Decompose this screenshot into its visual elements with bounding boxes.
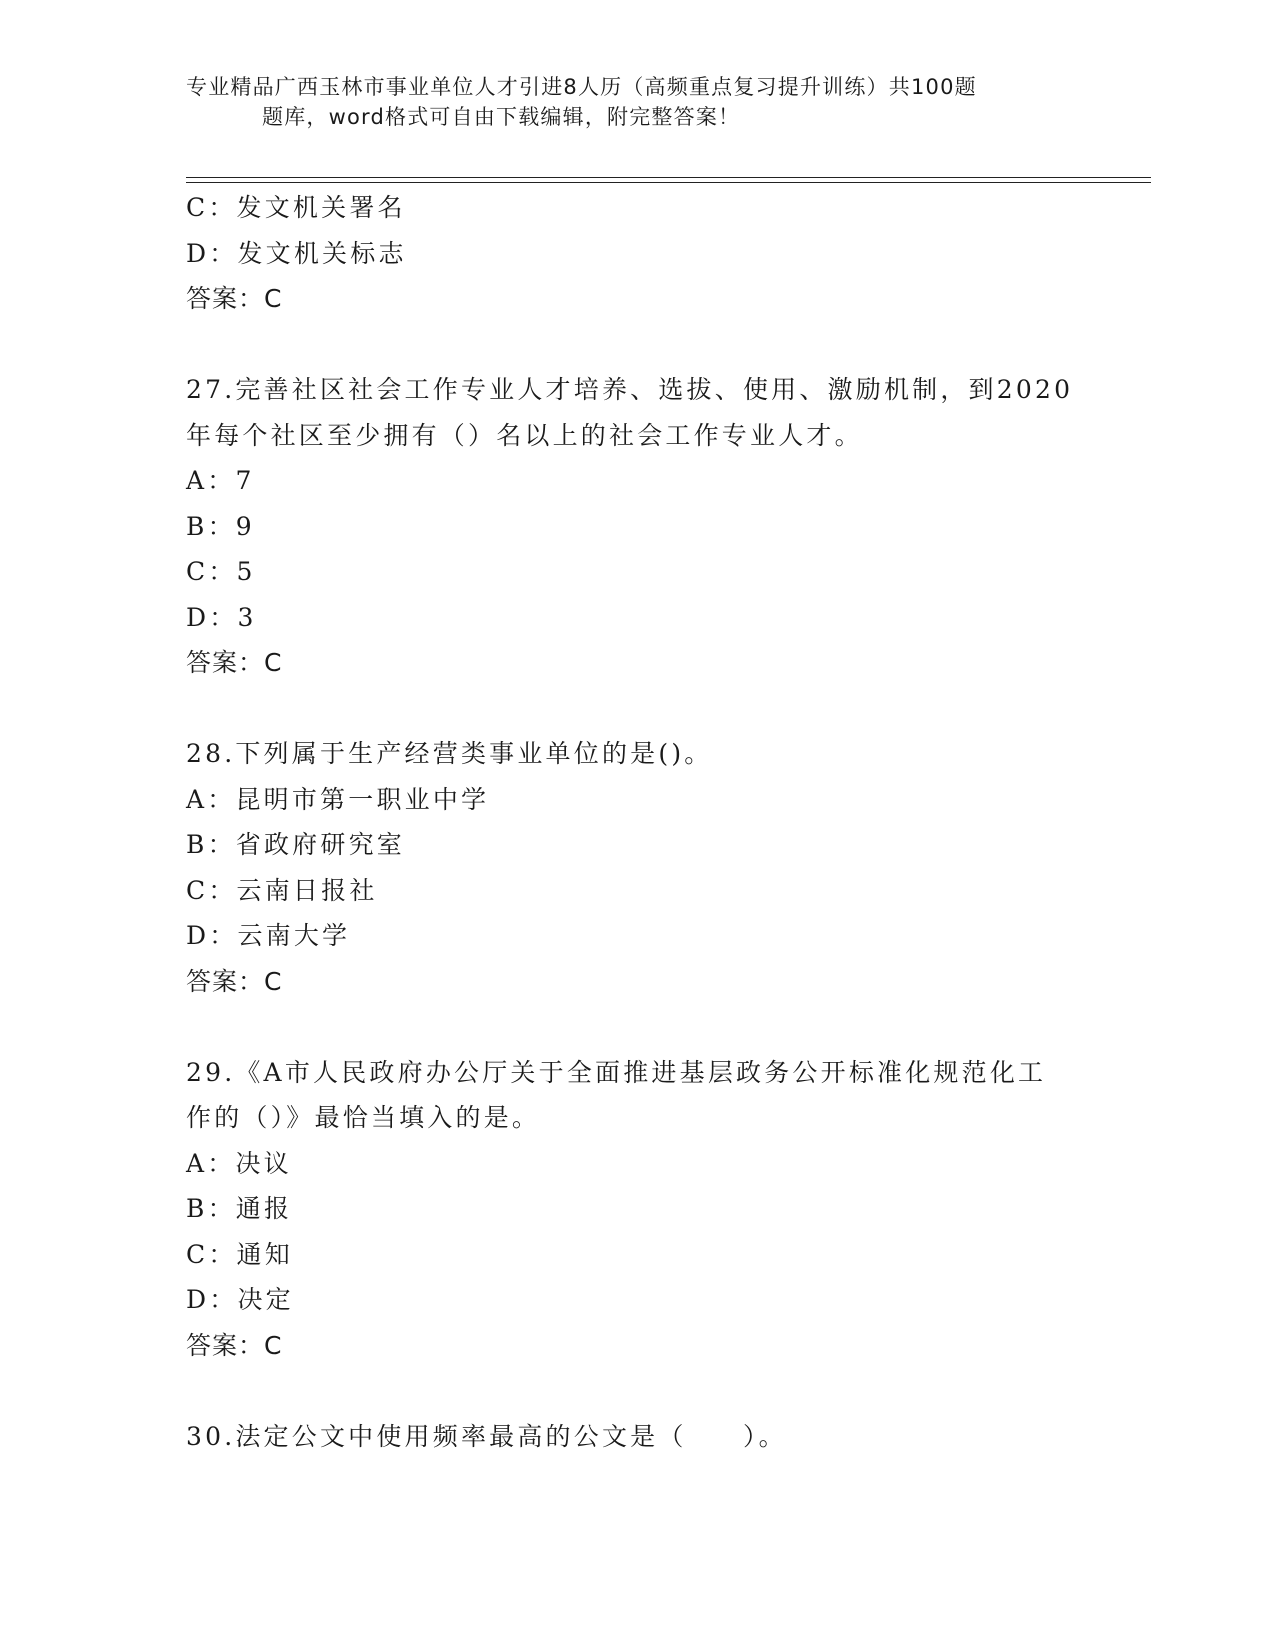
question-stem [186, 1050, 1106, 1141]
option-c: C：通知 [186, 1239, 293, 1269]
option-c: C：云南日报社 [186, 875, 378, 905]
spacer [186, 1004, 1106, 1050]
option-a: A：决议 [186, 1148, 292, 1178]
question-stem [186, 731, 1106, 777]
question-block-28 [186, 731, 1106, 1004]
spacer [186, 1368, 1106, 1414]
header-title-line-1: 专业精品广西玉林市事业单位人才引进8人历（高频重点复习提升训练）共100题 [186, 75, 977, 99]
option-b: B：通报 [186, 1194, 293, 1223]
option-d: D：发文机关标志 [186, 238, 407, 268]
question-stem [186, 1414, 1106, 1460]
option-a: A：7 [186, 466, 255, 495]
option-c: C：发文机关署名 [186, 193, 406, 222]
option-b: B：9 [186, 511, 255, 541]
header-divider-top [186, 177, 1151, 178]
answer-line: 答案：C [186, 284, 283, 313]
option-b: B：省政府研究室 [186, 830, 405, 859]
option-d: D：决定 [186, 1285, 294, 1314]
option-c: C：5 [186, 557, 256, 586]
option-a: A：昆明市第一职业中学 [186, 784, 490, 814]
question-stem-line: 作的（）》最恰当填入的是。 [186, 1103, 541, 1132]
option-d: D：3 [186, 602, 257, 632]
answer-line: 答案：C [186, 1330, 283, 1360]
header-divider-bottom [186, 182, 1151, 183]
question-stem-line: 30.法定公文中使用频率最高的公文是（ ）。 [186, 1421, 787, 1451]
answer-line: 答案：C [186, 966, 283, 996]
question-stem-line: 年每个社区至少拥有（）名以上的社会工作专业人才。 [186, 420, 863, 450]
document-header [186, 72, 1086, 132]
option-d: D：云南大学 [186, 921, 351, 950]
document-body [186, 185, 1106, 1459]
question-stem-line: 29.《A市人民政府办公厅关于全面推进基层政务公开标准化规范化工 [186, 1057, 1047, 1087]
question-block-26-continued [186, 185, 1106, 322]
question-block-27 [186, 367, 1106, 686]
answer-line: 答案：C [186, 648, 283, 677]
question-stem-line: 28.下列属于生产经营类事业单位的是()。 [186, 739, 713, 768]
spacer [186, 322, 1106, 368]
question-stem-line: 27.完善社区社会工作专业人才培养、选拔、使用、激励机制，到2020 [186, 375, 1074, 404]
question-block-30 [186, 1414, 1106, 1460]
spacer [186, 686, 1106, 732]
question-stem [186, 367, 1106, 458]
header-title-line-2: 题库，word格式可自由下载编辑，附完整答案！ [262, 105, 741, 129]
question-block-29 [186, 1050, 1106, 1369]
